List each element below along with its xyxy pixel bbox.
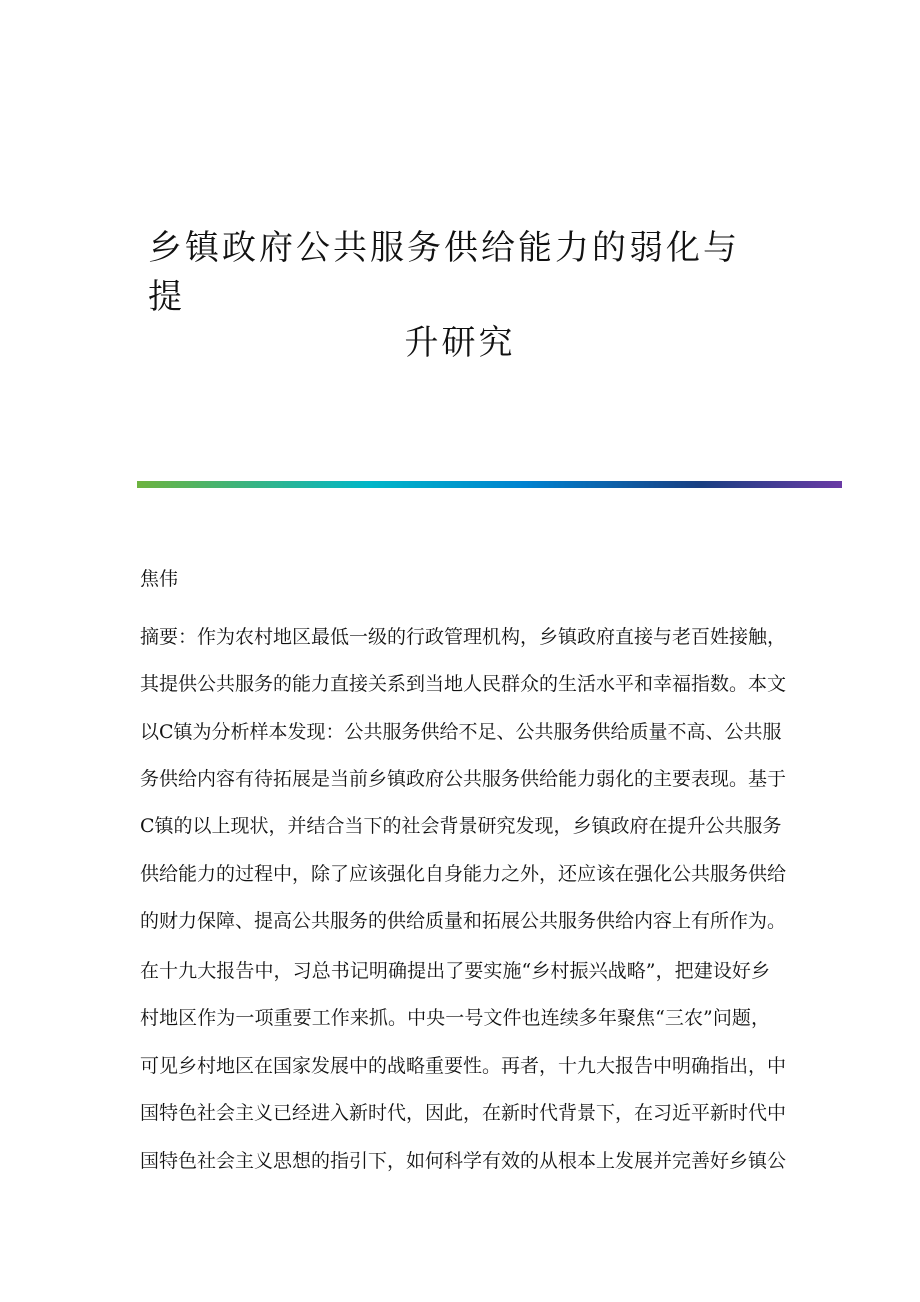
abstract-line: 供给能力的过程中，除了应该强化自身能力之外，还应该在强化公共服务供给: [140, 863, 787, 885]
body-line: 在十九大报告中，习总书记明确提出了要实施“乡村振兴战略”，把建设好乡: [140, 960, 770, 982]
abstract-line: 以C镇为分析样本发现：公共服务供给不足、公共服务供给质量不高、公共服: [140, 721, 782, 743]
document-title-line-2: 升研究: [404, 323, 516, 363]
body-line: 村地区作为一项重要工作来抓。中央一号文件也连续多年聚焦“三农”问题，: [140, 1007, 770, 1029]
abstract-line: 的财力保障、提高公共服务的供给质量和拓展公共服务供给内容上有所作为。: [140, 910, 787, 932]
author-name: 焦伟: [140, 568, 179, 590]
gradient-divider: [137, 481, 842, 488]
body-line: 国特色社会主义思想的指引下，如何科学有效的从根本上发展并完善好乡镇公: [140, 1150, 787, 1172]
abstract-line: C镇的以上现状，并结合当下的社会背景研究发现，乡镇政府在提升公共服务: [140, 815, 782, 837]
body-line: 可见乡村地区在国家发展中的战略重要性。再者，十九大报告中明确指出，中: [140, 1055, 787, 1077]
body-line: 国特色社会主义已经进入新时代，因此，在新时代背景下，在习近平新时代中: [140, 1102, 787, 1124]
abstract-line: 务供给内容有待拓展是当前乡镇政府公共服务供给能力弱化的主要表现。基于: [140, 768, 787, 790]
abstract-line: 其提供公共服务的能力直接关系到当地人民群众的生活水平和幸福指数。本文: [140, 673, 787, 695]
abstract-line: 摘要：作为农村地区最低一级的行政管理机构，乡镇政府直接与老百姓接触，: [140, 626, 787, 648]
document-title-line-1: 乡镇政府公共服务供给能力的弱化与提: [148, 228, 740, 317]
